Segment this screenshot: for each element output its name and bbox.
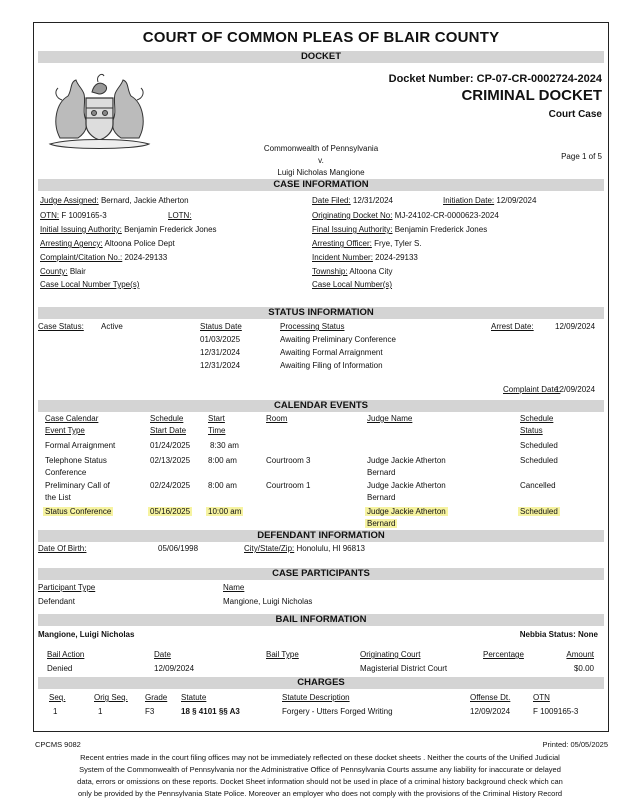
event-date: 02/24/2025 <box>150 481 191 490</box>
orig-seq-label: Orig Seq. <box>94 693 128 702</box>
participant-name-label: Name <box>223 583 245 592</box>
judge-assigned-value: Bernard, Jackie Atherton <box>100 196 189 205</box>
county-label: County: <box>40 267 68 276</box>
incident-label: Incident Number: <box>312 253 373 262</box>
originating-court: Magisterial District Court <box>360 664 448 673</box>
charge-otn: F 1009165-3 <box>533 707 579 716</box>
participant-type: Defendant <box>38 597 75 606</box>
status-row-date: 12/31/2024 <box>200 348 241 357</box>
court-title: COURT OF COMMON PLEAS OF BLAIR COUNTY <box>142 29 500 46</box>
event-type: Status Conference <box>45 507 112 516</box>
arresting-agency-value: Altoona Police Dept <box>104 239 175 248</box>
disclaimer-line: Recent entries made in the court filing offices may not be immediately reflected on these docket sheets . Neither the courts of the Unified Judicial <box>80 753 560 762</box>
statute-description-label: Statute Description <box>282 693 350 702</box>
charge-otn-label: OTN <box>533 693 550 702</box>
charge-statute: 18 § 4101 §§ A3 <box>181 707 240 716</box>
originating-docket-label: Originating Docket No: <box>312 211 393 220</box>
amount-label: Amount <box>566 650 594 659</box>
originating-docket-value: MJ-24102-CR-0000623-2024 <box>394 211 499 220</box>
arrest-date-label: Arrest Date: <box>491 322 534 331</box>
bail-name: Mangione, Luigi Nicholas <box>38 630 135 639</box>
pennsylvania-seal-icon <box>42 68 157 153</box>
caption-plaintiff: Commonwealth of Pennsylvania <box>263 144 379 153</box>
bail-amount: $0.00 <box>573 664 594 673</box>
charge-grade: F3 <box>145 707 155 716</box>
event-time: 8:00 am <box>208 456 237 465</box>
offense-date-label: Offense Dt. <box>470 693 511 702</box>
complaint-value: 2024-29133 <box>124 253 168 262</box>
initial-authority-value: Benjamin Frederick Jones <box>124 225 217 234</box>
event-date: 05/16/2025 <box>150 507 191 516</box>
docket-type: CRIMINAL DOCKET <box>461 87 602 104</box>
bail-information-header: BAIL INFORMATION <box>38 614 604 626</box>
bail-date: 12/09/2024 <box>154 664 195 673</box>
date-filed-value: 12/31/2024 <box>352 196 393 205</box>
event-type: Telephone Status <box>45 456 107 465</box>
case-participants-header: CASE PARTICIPANTS <box>38 568 604 580</box>
complaint-label: Complaint/Citation No.: <box>40 253 123 262</box>
arresting-officer-value: Frye, Tyler S. <box>374 239 422 248</box>
event-room: Courtroom 3 <box>266 456 311 465</box>
docket-page <box>33 22 609 732</box>
final-authority-value: Benjamin Frederick Jones <box>394 225 488 234</box>
arresting-agency-label: Arresting Agency: <box>40 239 103 248</box>
event-judge: Judge Jackie Atherton <box>367 456 446 465</box>
defendant-information-header: DEFENDANT INFORMATION <box>38 530 604 542</box>
status-row-status: Awaiting Preliminary Conference <box>280 335 396 344</box>
incident-value: 2024-29133 <box>375 253 418 262</box>
bail-type-label: Bail Type <box>266 650 299 659</box>
disclaimer-line: only be provided by the Pennsylvania State Police. Moreover an employer who does not comply with the provisions of the Criminal History Record <box>78 789 562 798</box>
event-type: Formal Arraignment <box>45 441 116 450</box>
originating-court-label: Originating Court <box>360 650 421 659</box>
charge-description: Forgery - Utters Forged Writing <box>282 707 393 716</box>
case-information-header: CASE INFORMATION <box>38 179 604 191</box>
dob-label: Date Of Birth: <box>38 544 87 553</box>
seq-label: Seq. <box>49 693 66 702</box>
event-status: Scheduled <box>520 507 558 516</box>
event-date: 01/24/2025 <box>150 441 191 450</box>
participant-type-label: Participant Type <box>38 583 96 592</box>
caption-defendant: Luigi Nicholas Mangione <box>277 168 365 177</box>
bail-action-label: Bail Action <box>47 650 85 659</box>
initiation-date-label: Initiation Date: <box>443 196 495 205</box>
docket-number: Docket Number: CP-07-CR-0002724-2024 <box>388 73 602 85</box>
processing-status-label: Processing Status <box>280 322 345 331</box>
county-value: Blair <box>69 267 86 276</box>
township-label: Township: <box>312 267 348 276</box>
col-judge-name: Judge Name <box>367 414 413 423</box>
complaint-date-label: Complaint Date: <box>503 385 561 394</box>
event-type: Conference <box>45 468 87 477</box>
event-type: the List <box>45 493 71 502</box>
status-row-date: 01/03/2025 <box>200 335 241 344</box>
event-date: 02/13/2025 <box>150 456 191 465</box>
col-schedule-status: Schedule <box>520 414 554 423</box>
date-filed-label: Date Filed: <box>312 196 351 205</box>
dob-value: 05/06/1998 <box>158 544 199 553</box>
charge-offense-date: 12/09/2024 <box>470 707 511 716</box>
arrest-date-value: 12/09/2024 <box>555 322 596 331</box>
calendar-events-header: CALENDAR EVENTS <box>38 400 604 412</box>
status-row-status: Awaiting Filing of Information <box>280 361 383 370</box>
charges-header: CHARGES <box>38 677 604 689</box>
case-local-number-label: Case Local Number(s) <box>312 280 393 289</box>
initiation-date-value: 12/09/2024 <box>496 196 537 205</box>
event-time: 8:00 am <box>208 481 237 490</box>
col-start-time: Time <box>208 426 226 435</box>
event-judge: Bernard <box>367 468 396 477</box>
printed-date: Printed: 05/05/2025 <box>542 740 608 749</box>
otn-value: F 1009165-3 <box>61 211 107 220</box>
event-judge: Bernard <box>367 493 396 502</box>
judge-assigned-label: Judge Assigned: <box>40 196 99 205</box>
status-date-label: Status Date <box>200 322 242 331</box>
arresting-officer-label: Arresting Officer: <box>312 239 372 248</box>
caption-versus: v. <box>318 156 324 165</box>
event-judge: Bernard <box>367 519 396 528</box>
complaint-date-value: 12/09/2024 <box>555 385 596 394</box>
col-schedule-date: Schedule <box>150 414 184 423</box>
bail-date-label: Date <box>154 650 171 659</box>
otn-label: OTN: <box>40 211 60 220</box>
form-number: CPCMS 9082 <box>35 740 81 749</box>
page-number: Page 1 of 5 <box>561 152 602 161</box>
event-time: 10:00 am <box>208 507 242 516</box>
event-time: 8:30 am <box>210 441 239 450</box>
col-schedule-status: Status <box>520 426 543 435</box>
event-judge: Judge Jackie Atherton <box>367 481 446 490</box>
charge-orig-seq: 1 <box>98 707 103 716</box>
event-status: Cancelled <box>520 481 556 490</box>
docket-bar: DOCKET <box>38 51 604 63</box>
event-type: Preliminary Call of <box>45 481 110 490</box>
col-event-type: Case Calendar <box>45 414 99 423</box>
nebbia-status: Nebbia Status: None <box>519 630 598 639</box>
col-schedule-date: Start Date <box>150 426 187 435</box>
city-value: Honolulu, HI 96813 <box>296 544 365 553</box>
status-row-status: Awaiting Formal Arraignment <box>280 348 383 357</box>
col-room: Room <box>266 414 288 423</box>
status-information-header: STATUS INFORMATION <box>38 307 604 319</box>
initial-authority-label: Initial Issuing Authority: <box>40 225 122 234</box>
city-label: City/State/Zip: <box>244 544 295 553</box>
event-status: Scheduled <box>520 441 558 450</box>
col-event-type: Event Type <box>45 426 85 435</box>
event-room: Courtroom 1 <box>266 481 311 490</box>
event-judge: Judge Jackie Atherton <box>367 507 446 516</box>
status-row-date: 12/31/2024 <box>200 361 241 370</box>
grade-label: Grade <box>145 693 168 702</box>
participant-name: Mangione, Luigi Nicholas <box>223 597 313 606</box>
lotn-label: LOTN: <box>168 211 192 220</box>
percentage-label: Percentage <box>483 650 524 659</box>
col-start-time: Start <box>208 414 225 423</box>
case-status-value: Active <box>101 322 123 331</box>
township-value: Altoona City <box>349 267 393 276</box>
event-status: Scheduled <box>520 456 558 465</box>
disclaimer-line: data, errors or omissions on these reports. Docket Sheet information should not be used in place of a criminal history background check which can <box>77 777 563 786</box>
bail-action: Denied <box>47 664 73 673</box>
court-case-label: Court Case <box>548 109 602 120</box>
final-authority-label: Final Issuing Authority: <box>312 225 393 234</box>
case-local-type-label: Case Local Number Type(s) <box>40 280 140 289</box>
charge-seq: 1 <box>53 707 58 716</box>
statute-label: Statute <box>181 693 207 702</box>
disclaimer-line: System of the Commonwealth of Pennsylvania nor the Administrative Office of Pennsylvania Courts assume any liability for inaccurate or delayed <box>79 765 561 774</box>
case-status-label: Case Status: <box>38 322 84 331</box>
